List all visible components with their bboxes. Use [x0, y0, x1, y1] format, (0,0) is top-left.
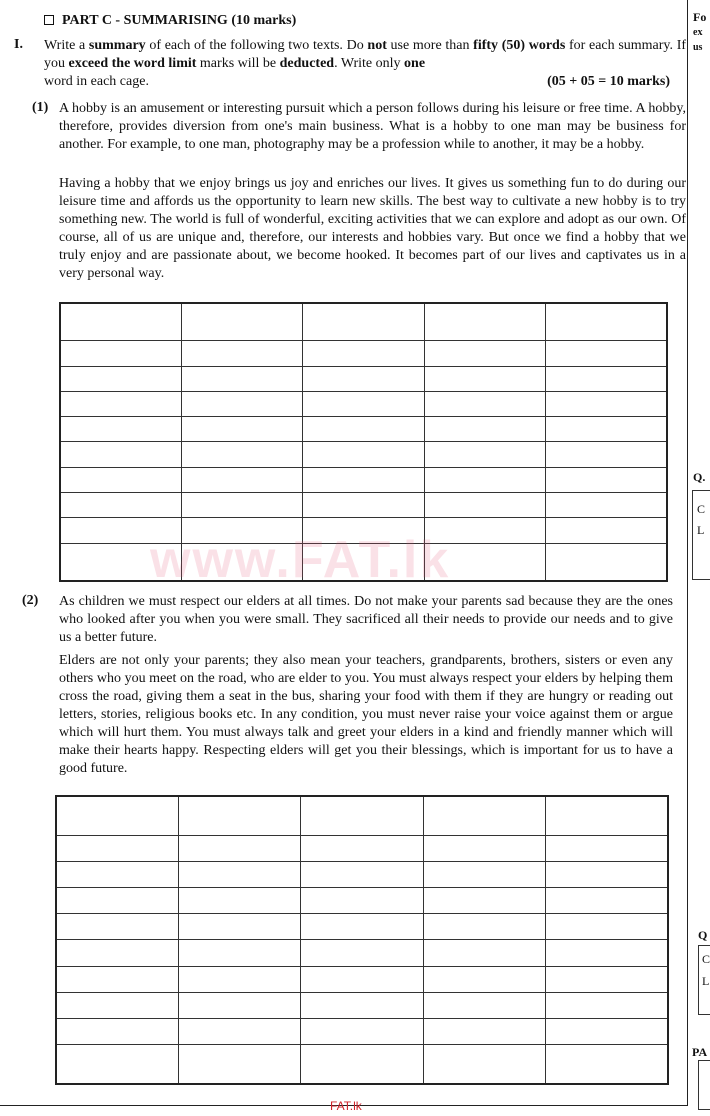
word-cage[interactable]	[424, 391, 545, 416]
word-cage[interactable]	[424, 366, 545, 391]
word-cage[interactable]	[56, 796, 178, 835]
word-cage[interactable]	[303, 391, 424, 416]
grid-row	[56, 914, 668, 940]
word-cage[interactable]	[423, 1018, 545, 1044]
word-cage[interactable]	[546, 543, 667, 581]
instr-bold: summary	[88, 38, 146, 53]
grid-row	[56, 1018, 668, 1044]
word-cage[interactable]	[56, 888, 178, 914]
word-cage[interactable]	[181, 442, 302, 467]
word-cage[interactable]	[301, 992, 423, 1018]
grid-row	[56, 992, 668, 1018]
word-cage[interactable]	[178, 940, 300, 966]
word-cage[interactable]	[546, 493, 667, 518]
word-cage[interactable]	[424, 467, 545, 492]
word-cage[interactable]	[60, 442, 181, 467]
part-c-title: PART C - SUMMARISING (10 marks)	[62, 13, 297, 28]
word-cage[interactable]	[60, 366, 181, 391]
word-cage[interactable]	[303, 442, 424, 467]
word-cage[interactable]	[546, 366, 667, 391]
passage-2-para-2: Elders are not only your parents; they also mean your teachers, grandparents, brothers, sisters or even any others who you meet on the road, who are elder to you. You must always respect your elders by helping them cross the road, giving them a seat in the bus, sharing your food with them if they are hungry or reading out letters, stories, religious books etc. In any condition, you must never raise your voice against them or argue which will hurt them. You must always talk and greet your elders in a kind and friendly manner which will make their hearts happy. Respecting elders will get you their blessings, which is important for us to have a good future.	[59, 653, 673, 776]
word-cage[interactable]	[178, 888, 300, 914]
margin-text: Q	[698, 928, 708, 942]
instr-text: use more than	[386, 38, 474, 53]
margin-text: Fo	[693, 10, 707, 24]
passage-1-number: (1)	[32, 100, 49, 115]
word-cage[interactable]	[56, 861, 178, 887]
grid-row	[56, 888, 668, 914]
word-cage[interactable]	[178, 835, 300, 861]
margin-text: L	[702, 974, 710, 988]
word-cage[interactable]	[56, 966, 178, 992]
word-cage[interactable]	[423, 861, 545, 887]
word-cage[interactable]	[181, 493, 302, 518]
word-cage[interactable]	[301, 1018, 423, 1044]
word-cage[interactable]	[60, 493, 181, 518]
word-cage[interactable]	[546, 303, 667, 341]
margin-text: us	[693, 42, 703, 53]
word-cage[interactable]	[178, 1018, 300, 1044]
grid-row	[60, 341, 667, 366]
word-cage[interactable]	[423, 888, 545, 914]
word-cage[interactable]	[424, 417, 545, 442]
word-cage[interactable]	[178, 861, 300, 887]
margin-text: C	[702, 952, 710, 966]
grid-row	[56, 966, 668, 992]
word-cage[interactable]	[178, 1045, 300, 1084]
word-cage[interactable]	[178, 796, 300, 835]
marks-allocation: (05 + 05 = 10 marks)	[547, 74, 670, 89]
instr-last-line	[44, 73, 686, 91]
word-cage[interactable]	[546, 835, 668, 861]
grid-row	[60, 467, 667, 492]
margin-text: C	[697, 502, 706, 516]
word-cage[interactable]	[424, 341, 545, 366]
word-cage[interactable]	[546, 442, 667, 467]
grid-row	[56, 1045, 668, 1084]
word-cage[interactable]	[56, 835, 178, 861]
grid-row	[60, 366, 667, 391]
word-cage[interactable]	[546, 417, 667, 442]
word-cage[interactable]	[181, 366, 302, 391]
grid-row	[60, 442, 667, 467]
margin-text: PA	[692, 1045, 708, 1059]
section-number: I.	[14, 37, 23, 52]
word-cage[interactable]	[178, 914, 300, 940]
word-cage[interactable]	[546, 1018, 668, 1044]
word-cage[interactable]	[303, 493, 424, 518]
word-cage[interactable]	[301, 796, 423, 835]
passage-1-para-1: A hobby is an amusement or interesting pursuit which a person follows during his leisure or free time. A hobby, therefore, provides diversion from one's main business. What is a hobby to one man may be business for another. For example, to one man, photography may be a profession while to another, it may be a hobby.	[59, 101, 686, 152]
word-cage[interactable]	[301, 888, 423, 914]
word-cage[interactable]	[546, 914, 668, 940]
instr-text: marks will be	[196, 56, 280, 71]
word-cage[interactable]	[60, 467, 181, 492]
word-cage[interactable]	[301, 835, 423, 861]
word-cage[interactable]	[546, 992, 668, 1018]
instr-bold: fifty (50) words	[473, 38, 566, 53]
word-cage[interactable]	[546, 341, 667, 366]
instr-text: . Write only	[334, 56, 405, 71]
checkbox-icon	[44, 15, 54, 25]
grid-row	[60, 417, 667, 442]
instructions	[44, 37, 686, 91]
word-cage[interactable]	[303, 303, 424, 341]
word-cage[interactable]	[181, 391, 302, 416]
word-cage[interactable]	[546, 861, 668, 887]
grid-row	[60, 493, 667, 518]
passage-2-number: (2)	[22, 593, 39, 608]
word-cage[interactable]	[423, 966, 545, 992]
word-cage[interactable]	[546, 1045, 668, 1084]
word-cage[interactable]	[546, 966, 668, 992]
grid-row	[56, 861, 668, 887]
word-cage[interactable]	[546, 796, 668, 835]
word-cage[interactable]	[423, 835, 545, 861]
word-cage[interactable]	[424, 442, 545, 467]
word-cage[interactable]	[423, 940, 545, 966]
word-cage[interactable]	[424, 493, 545, 518]
word-cage[interactable]	[301, 914, 423, 940]
footer-watermark: FAT.lk	[330, 1099, 362, 1113]
word-cage[interactable]	[56, 1045, 178, 1084]
word-cage[interactable]	[178, 966, 300, 992]
word-cage[interactable]	[546, 888, 668, 914]
word-cage[interactable]	[303, 417, 424, 442]
word-cage[interactable]	[60, 341, 181, 366]
grid-row	[56, 796, 668, 835]
word-cage[interactable]	[301, 940, 423, 966]
word-cage[interactable]	[303, 467, 424, 492]
instr-bold: exceed the word limit	[68, 56, 197, 71]
word-cage[interactable]	[301, 966, 423, 992]
word-cage[interactable]	[423, 796, 545, 835]
margin-text: Q.	[693, 470, 706, 484]
instr-text: Write a	[44, 38, 89, 53]
word-cage[interactable]	[56, 940, 178, 966]
word-cage[interactable]	[181, 303, 302, 341]
grid-row	[56, 940, 668, 966]
word-cage[interactable]	[181, 341, 302, 366]
word-cage[interactable]	[181, 417, 302, 442]
grid-row	[60, 303, 667, 341]
instr-text: word in each cage.	[44, 74, 149, 89]
word-cage[interactable]	[303, 366, 424, 391]
answer-grid-2	[55, 795, 669, 1085]
word-cage[interactable]	[56, 992, 178, 1018]
passage-1-para-2: Having a hobby that we enjoy brings us joy and enriches our lives. It gives us something fun to do during our leisure time and affords us the opportunity to learn new skills. The best way to cultivate a new hobby is to try something new. The world is full of wonderful, exciting activities that we can explore and adopt as our own. Of course, all of us are unique and, therefore, our interests and hobbies vary. But once we find a hobby that we truly enjoy and are passionate about, we become hooked. It becomes part of our lives and captivates us in a very personal way.	[59, 176, 686, 281]
instr-bold: not	[367, 38, 387, 53]
instr-bold: deducted	[279, 56, 335, 71]
word-cage[interactable]	[56, 914, 178, 940]
word-cage[interactable]	[423, 992, 545, 1018]
instr-text: of each of the following two texts. Do	[145, 38, 368, 53]
word-cage[interactable]	[56, 1018, 178, 1044]
word-cage[interactable]	[178, 992, 300, 1018]
margin-box	[698, 1060, 710, 1110]
word-cage[interactable]	[546, 391, 667, 416]
grid-row	[60, 391, 667, 416]
word-cage[interactable]	[60, 417, 181, 442]
word-cage[interactable]	[423, 1045, 545, 1084]
margin-text: L	[697, 523, 705, 537]
watermark: www.FAT.lk	[150, 531, 451, 589]
word-cage[interactable]	[546, 940, 668, 966]
instr-text: for each summary. If you	[44, 38, 687, 71]
word-cage[interactable]	[424, 303, 545, 341]
word-cage[interactable]	[303, 341, 424, 366]
word-cage[interactable]	[181, 467, 302, 492]
word-cage[interactable]	[60, 303, 181, 341]
word-cage[interactable]	[423, 914, 545, 940]
word-cage[interactable]	[546, 467, 667, 492]
word-cage[interactable]	[301, 1045, 423, 1084]
passage-2-para-1: As children we must respect our elders at all times. Do not make your parents sad because they are the ones who looked after you when you were small. They sacrificed all their needs to provide our needs and to give us a better future.	[59, 594, 673, 645]
part-c-header	[44, 13, 296, 29]
margin-text: ex	[693, 27, 703, 38]
word-cage[interactable]	[301, 861, 423, 887]
word-cage[interactable]	[60, 391, 181, 416]
instr-bold: one	[404, 56, 426, 71]
grid-row	[56, 835, 668, 861]
word-cage[interactable]	[546, 518, 667, 543]
